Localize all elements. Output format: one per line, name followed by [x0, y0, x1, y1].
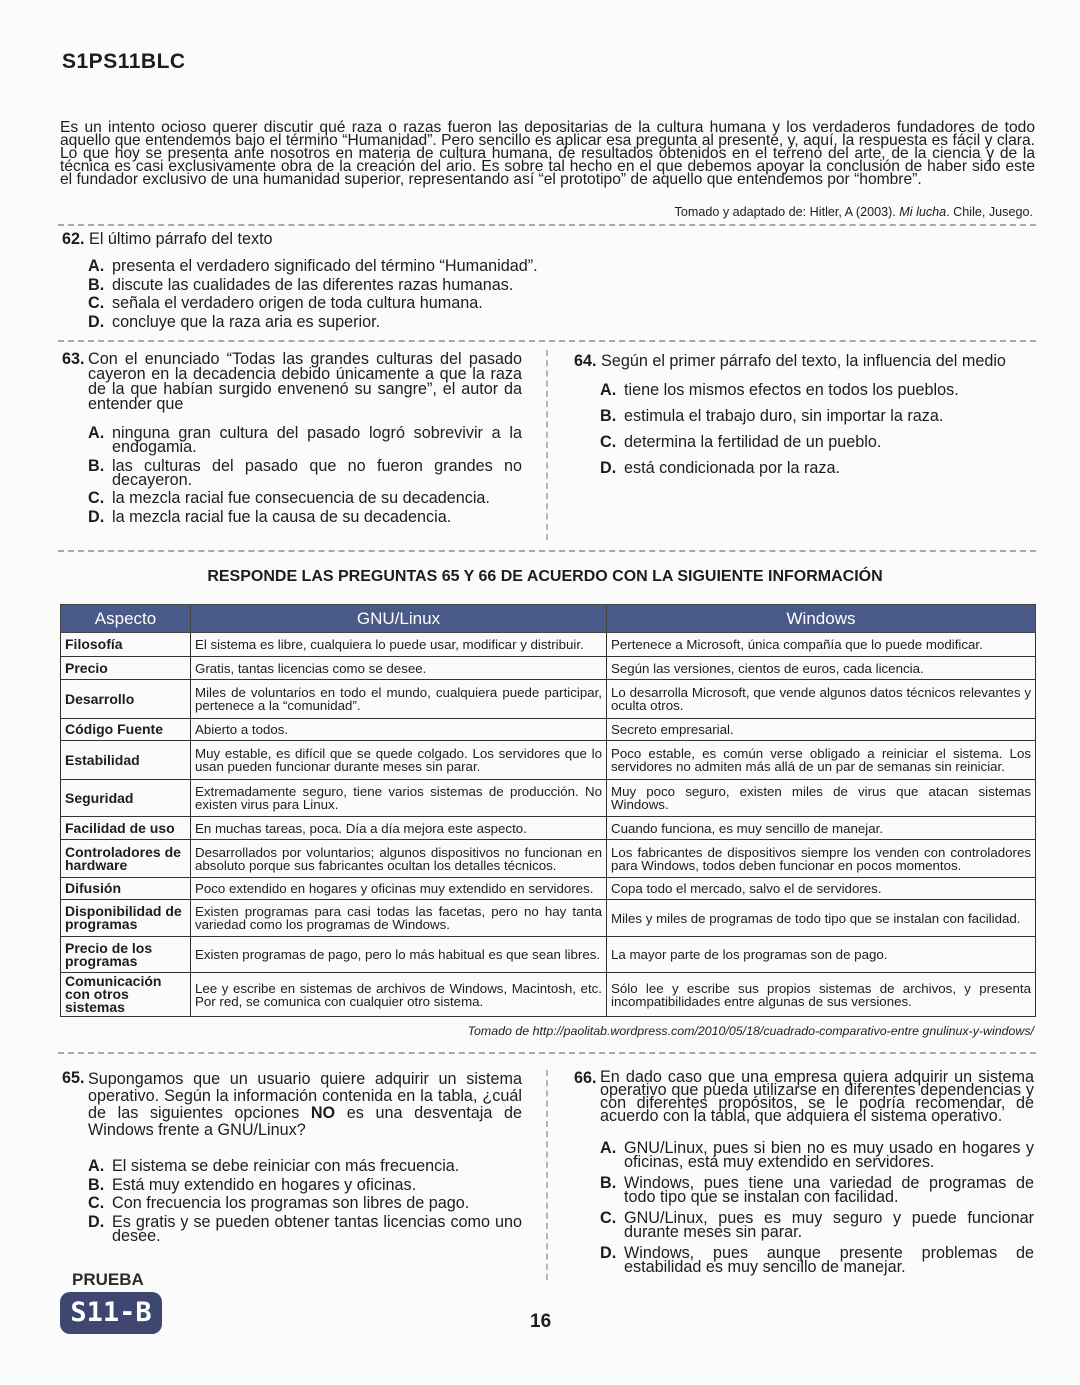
option-c[interactable] — [88, 491, 522, 505]
table-row — [61, 937, 1036, 973]
option-text: las culturas del pasado que no fueron grandes no decayeron. — [112, 456, 522, 489]
option-text: concluye que la raza aria es superior. — [112, 312, 381, 331]
table-cell: Lo desarrolla Microsoft, que vende algunos datos técnicos relevantes y oculta otros. — [607, 680, 1036, 719]
option-c[interactable] — [88, 296, 542, 310]
table-row — [61, 780, 1036, 817]
question-64 — [574, 354, 1034, 487]
table-row — [61, 657, 1036, 680]
column-divider — [546, 350, 548, 540]
option-c[interactable] — [600, 435, 1034, 449]
passage-source-title: Mi lucha — [899, 205, 947, 219]
option-text: estimula el trabajo duro, sin importar la raza. — [624, 407, 944, 425]
option-b[interactable] — [88, 275, 542, 294]
header-aspecto: Aspecto — [61, 605, 191, 633]
aspect-cell: Precio de los programas — [61, 937, 191, 973]
option-d[interactable] — [88, 507, 522, 526]
table-cell: Según las versiones, cientos de euros, cada licencia. — [607, 657, 1036, 680]
option-d[interactable] — [600, 1246, 1034, 1274]
question-stem: El último párrafo del texto — [89, 230, 273, 248]
option-text: Está muy extendido en hogares y oficinas. — [112, 1175, 417, 1194]
options-list — [88, 259, 542, 329]
table-cell: Extremadamente seguro, tiene varios sistemas de producción. No existen virus para Linux. — [191, 780, 607, 817]
option-letter: C. — [88, 1194, 105, 1212]
options-list — [88, 1159, 522, 1243]
option-a[interactable] — [600, 1141, 1034, 1169]
aspect-cell: Seguridad — [61, 780, 191, 817]
question-stem: En dado caso que una empresa quiera adquirir un sistema operativo que pueda utilizarse en diferentes dependencias y con diferentes propósitos, se le podría recomendar, de acuerdo con la tabla, que adquiera el sistema operativo. — [600, 1068, 1034, 1125]
option-letter: B. — [88, 1175, 105, 1194]
table-cell: Muy estable, es difícil que se quede colgado. Los servidores que lo usan pueden funcionar durante meses sin parar. — [191, 741, 607, 780]
table-cell: Poco extendido en hogares y oficinas muy extendido en servidores. — [191, 878, 607, 900]
option-letter: C. — [88, 294, 105, 312]
aspect-cell: Desarrollo — [61, 680, 191, 719]
options-list — [600, 383, 1034, 475]
aspect-cell: Controladores de hardware — [61, 840, 191, 878]
table-row — [61, 817, 1036, 840]
option-b[interactable] — [88, 456, 522, 489]
option-c[interactable] — [88, 1196, 522, 1210]
table-cell: Pertenece a Microsoft, única compañía que lo puede modificar. — [607, 633, 1036, 657]
option-letter: D. — [88, 312, 105, 331]
table-row — [61, 973, 1036, 1017]
table-row — [61, 680, 1036, 719]
option-letter: A. — [600, 381, 617, 399]
table-row — [61, 719, 1036, 741]
passage-source — [675, 205, 1033, 219]
question-number: 66. — [574, 1069, 597, 1087]
table-cell: Existen programas para casi todas las facetas, pero no hay tanta variedad como los programas de Windows. — [191, 900, 607, 937]
aspect-cell: Difusión — [61, 878, 191, 900]
option-text: Es gratis y se pueden obtener tantas licencias como uno desee. — [112, 1212, 522, 1245]
reading-passage: Es un intento ocioso querer discutir qué raza o razas fueron las depositarias de la cultura humana y los verdaderos fundadores de todo aquello que entendemos bajo el término “Humanidad”. Pero sencillo es aplicar esa pregunta al presente, y, aquí, la respuesta es fácil y clara. Lo que hoy se presenta ante nosotros en materia de cultura humana, de resultados obtenidos en el terreno del arte, de la ciencia y de la técnica es casi exclusivamente obra de la creación del ario. Es sobre tal hecho en el que debemos apoyar la conclusión de haber sido este el fundador exclusivo de una humanidad superior, representando así “el prototipo” de aquello que entendemos por “hombre”. — [60, 119, 1035, 188]
option-text: la mezcla racial fue consecuencia de su decadencia. — [112, 489, 490, 507]
option-text: señala el verdadero origen de toda cultura humana. — [112, 294, 483, 312]
option-letter: B. — [600, 1174, 617, 1192]
option-b[interactable] — [600, 409, 1034, 423]
table-row — [61, 900, 1036, 937]
table-cell: El sistema es libre, cualquiera lo puede usar, modificar y distribuir. — [191, 633, 607, 657]
options-list — [88, 426, 522, 524]
question-number: 64. — [574, 352, 597, 370]
table-row — [61, 840, 1036, 878]
option-a[interactable] — [88, 1159, 522, 1173]
table-cell: Muy poco seguro, existen miles de virus que atacan sistemas Windows. — [607, 780, 1036, 817]
option-a[interactable] — [88, 259, 542, 273]
option-text: Windows, pues tiene una variedad de programas de todo tipo que se instalan con facilidad. — [624, 1174, 1034, 1206]
option-letter: A. — [88, 424, 105, 442]
table-header-row — [61, 605, 1036, 633]
table-cell: Cuando funciona, es muy sencillo de manejar. — [607, 817, 1036, 840]
question-stem: Supongamos que un usuario quiere adquirir un sistema operativo. Según la información contenida en la tabla, ¿cuál de las siguientes opciones NO es una desventaja de Windows frente a GNU/Linux? — [88, 1070, 522, 1139]
question-65 — [62, 1071, 522, 1247]
column-divider — [546, 1070, 548, 1280]
table-cell: Existen programas de pago, pero lo más habitual es que sean libres. — [191, 937, 607, 973]
aspect-cell: Precio — [61, 657, 191, 680]
question-63 — [62, 352, 522, 528]
question-stem: Con el enunciado “Todas las grandes culturas del pasado cayeron en la decadencia debido únicamente a que la raza de la que habían surgido envenenó su sangre”, el autor da entender que — [88, 350, 522, 413]
question-number: 62. — [62, 230, 85, 248]
table-cell: La mayor parte de los programas son de pago. — [607, 937, 1036, 973]
prueba-label: PRUEBA — [72, 1270, 144, 1289]
negation-emphasis: NO — [310, 1104, 336, 1122]
exam-code: S1PS11BLC — [62, 50, 186, 73]
table-cell: Copa todo el mercado, salvo el de servidores. — [607, 878, 1036, 900]
option-text: GNU/Linux, pues si bien no es muy usado en hogares y oficinas, está muy extendido en servidores. — [624, 1139, 1034, 1171]
options-list — [600, 1141, 1034, 1274]
option-text: GNU/Linux, pues es muy seguro y puede funcionar durante meses sin parar. — [624, 1209, 1034, 1241]
aspect-cell: Código Fuente — [61, 719, 191, 741]
header-gnu-linux: GNU/Linux — [191, 605, 607, 633]
comparison-table — [60, 604, 1036, 1017]
question-stem: Según el primer párrafo del texto, la influencia del medio — [601, 352, 1006, 370]
section-title: RESPONDE LAS PREGUNTAS 65 Y 66 DE ACUERDO CON LA SIGUIENTE INFORMACIÓN — [207, 568, 883, 585]
header-windows: Windows — [607, 605, 1036, 633]
option-d[interactable] — [88, 1212, 522, 1245]
option-d[interactable] — [600, 461, 1034, 475]
option-b[interactable] — [600, 1176, 1034, 1204]
option-text: ninguna gran cultura del pasado logró sobrevivir a la endogamia. — [112, 424, 522, 456]
table-row — [61, 741, 1036, 780]
aspect-cell: Estabilidad — [61, 741, 191, 780]
aspect-cell: Facilidad de uso — [61, 817, 191, 840]
option-a[interactable] — [600, 383, 1034, 397]
question-number: 65. — [62, 1069, 85, 1087]
table-cell: Los fabricantes de dispositivos siempre los venden con controladores para Windows, todos deben funcionar en pocos momentos. — [607, 840, 1036, 878]
passage-source-prefix: Tomado y adaptado de: Hitler, A (2003). — [674, 205, 900, 219]
table-source: Tomado de http://paolitab.wordpress.com/2010/05/18/cuadrado-comparativo-entre gnulinux-y-windows/ — [467, 1024, 1034, 1038]
aspect-cell: Filosofía — [61, 633, 191, 657]
option-text: Con frecuencia los programas son libres de pago. — [112, 1194, 470, 1212]
option-letter: A. — [600, 1139, 617, 1157]
option-text: tiene los mismos efectos en todos los pueblos. — [624, 381, 959, 399]
option-text: El sistema se debe reiniciar con más frecuencia. — [112, 1157, 460, 1175]
table-cell: Abierto a todos. — [191, 719, 607, 741]
table-row — [61, 633, 1036, 657]
divider — [58, 1052, 1036, 1054]
aspect-cell: Comunicación con otros sistemas — [61, 973, 191, 1017]
divider — [58, 340, 1036, 342]
passage-source-suffix: . Chile, Jusego. — [946, 205, 1033, 219]
option-letter: A. — [88, 1157, 105, 1175]
option-c[interactable] — [600, 1211, 1034, 1239]
question-62 — [62, 231, 542, 333]
option-text: presenta el verdadero significado del término “Humanidad”. — [112, 257, 538, 275]
option-b[interactable] — [88, 1175, 522, 1194]
option-text: determina la fertilidad de un pueblo. — [624, 433, 882, 451]
table-cell: En muchas tareas, poca. Día a día mejora este aspecto. — [191, 817, 607, 840]
table-cell: Poco estable, es común verse obligado a reiniciar el sistema. Los servidores no admiten más allá de un par de semanas sin reiniciar. — [607, 741, 1036, 780]
question-number: 63. — [62, 350, 85, 368]
option-text: discute las cualidades de las diferentes razas humanas. — [112, 275, 514, 294]
test-badge: S11-B — [60, 1292, 162, 1334]
option-letter: B. — [88, 275, 105, 294]
aspect-cell: Disponibilidad de programas — [61, 900, 191, 937]
option-letter: C. — [600, 1209, 617, 1227]
option-letter: B. — [88, 456, 105, 475]
table-cell: Gratis, tantas licencias como se desee. — [191, 657, 607, 680]
option-letter: C. — [600, 433, 617, 451]
option-letter: B. — [600, 407, 617, 425]
table-cell: Desarrollados por voluntarios; algunos dispositivos no funcionan en absoluto porque sus fabricantes ocultan los detalles técnicos. — [191, 840, 607, 878]
table-cell: Miles y miles de programas de todo tipo que se instalan con facilidad. — [607, 900, 1036, 937]
option-text: está condicionada por la raza. — [624, 459, 840, 477]
divider — [58, 550, 1036, 552]
question-66 — [574, 1068, 1034, 1281]
option-letter: C. — [88, 489, 105, 507]
divider — [58, 224, 1036, 226]
table-cell: Sólo lee y escribe sus propios sistemas de archivos, y presenta incompatibilidades entre algunas de sus versiones. — [607, 973, 1036, 1017]
table-cell: Secreto empresarial. — [607, 719, 1036, 741]
option-a[interactable] — [88, 426, 522, 454]
table-row — [61, 878, 1036, 900]
option-d[interactable] — [88, 312, 542, 331]
page-number: 16 — [530, 1311, 552, 1332]
option-text: Windows, pues aunque presente problemas de estabilidad es muy sencillo de manejar. — [624, 1244, 1034, 1276]
option-letter: D. — [600, 1244, 617, 1262]
table-cell: Lee y escribe en sistemas de archivos de Windows, Macintosh, etc. Por red, se comunica con cualquier otro sistema. — [191, 973, 607, 1017]
option-letter: D. — [88, 507, 105, 526]
table-cell: Miles de voluntarios en todo el mundo, cualquiera puede participar, pertenece a la “comunidad”. — [191, 680, 607, 719]
option-letter: D. — [88, 1212, 105, 1231]
option-letter: A. — [88, 257, 105, 275]
option-letter: D. — [600, 459, 617, 477]
option-text: la mezcla racial fue la causa de su decadencia. — [112, 507, 452, 526]
